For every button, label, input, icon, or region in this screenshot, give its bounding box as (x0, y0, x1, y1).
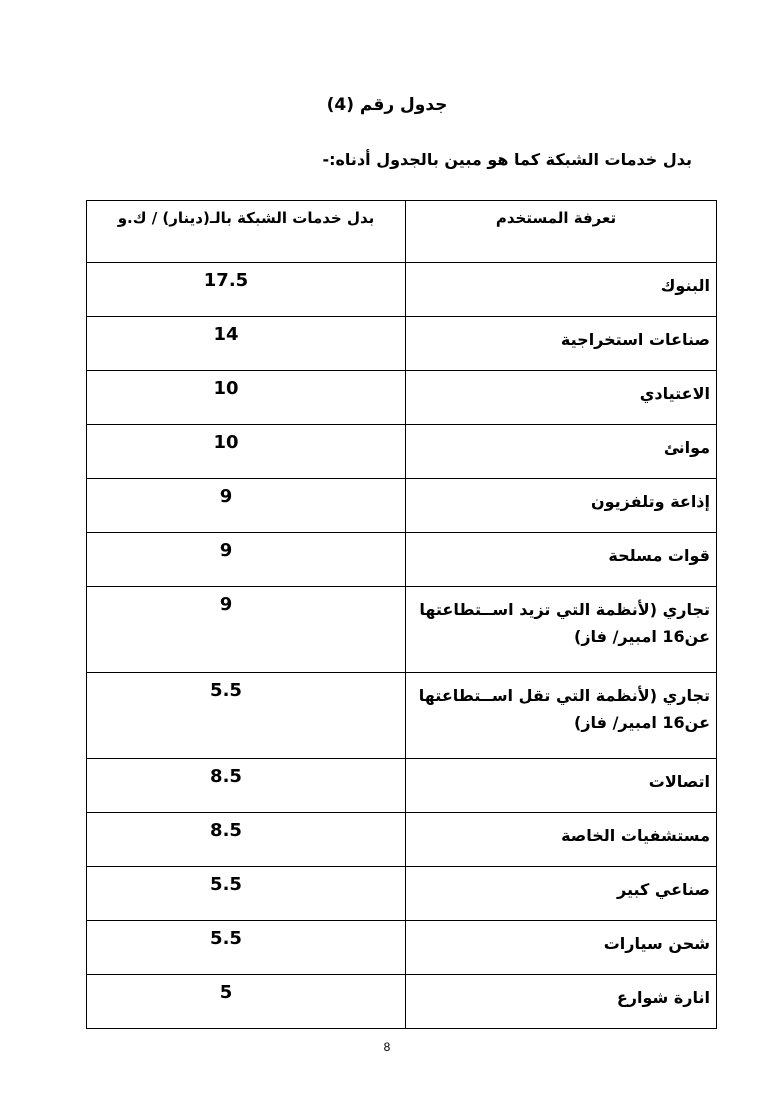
row-user-tariff: شحن سيارات (406, 921, 717, 975)
table-row (87, 263, 717, 317)
table-row (87, 533, 717, 587)
row-user-tariff: مستشفيات الخاصة (406, 813, 717, 867)
table-row (87, 371, 717, 425)
header-user-tariff: تعرفة المستخدم (406, 201, 717, 263)
row-user-tariff: صناعي كبير (406, 867, 717, 921)
row-user-tariff: البنوك (406, 263, 717, 317)
table-row (87, 587, 717, 673)
table-title: جدول رقم (4) (326, 95, 448, 115)
row-user-tariff: انارة شوارع (406, 975, 717, 1029)
row-network-fee: 9 (87, 587, 406, 673)
table-row (87, 867, 717, 921)
table-row (87, 975, 717, 1029)
row-user-tariff: الاعتيادي (406, 371, 717, 425)
row-user-tariff: تجاري (لأنظمة التي تزيد اســتطاعتها عن16 امبير/ فاز) (406, 587, 717, 673)
row-network-fee: 5.5 (87, 867, 406, 921)
row-network-fee: 9 (87, 533, 406, 587)
table-row (87, 813, 717, 867)
row-network-fee: 17.5 (87, 263, 406, 317)
row-network-fee: 8.5 (87, 813, 406, 867)
header-network-fee: بدل خدمات الشبكة بالـ(دينار) / ك.و (87, 201, 406, 263)
table-row (87, 673, 717, 759)
row-user-tariff: اتصالات (406, 759, 717, 813)
table-row (87, 921, 717, 975)
row-network-fee: 14 (87, 317, 406, 371)
table-row (87, 425, 717, 479)
row-user-tariff: إذاعة وتلفزيون (406, 479, 717, 533)
row-network-fee: 10 (87, 371, 406, 425)
table-row (87, 759, 717, 813)
tariff-table (86, 200, 717, 1029)
row-network-fee: 5.5 (87, 673, 406, 759)
row-user-tariff: قوات مسلحة (406, 533, 717, 587)
row-user-tariff: تجاري (لأنظمة التي تقل اســتطاعتها عن16 امبير/ فاز) (406, 673, 717, 759)
page-number: 8 (383, 1040, 391, 1054)
row-user-tariff: صناعات استخراجية (406, 317, 717, 371)
intro-text: بدل خدمات الشبكة كما هو مبين بالجدول أدناه:- (322, 150, 692, 169)
table-row (87, 317, 717, 371)
table-row (87, 479, 717, 533)
row-network-fee: 9 (87, 479, 406, 533)
row-network-fee: 8.5 (87, 759, 406, 813)
row-user-tariff: موانئ (406, 425, 717, 479)
row-network-fee: 5.5 (87, 921, 406, 975)
row-network-fee: 10 (87, 425, 406, 479)
row-network-fee: 5 (87, 975, 406, 1029)
